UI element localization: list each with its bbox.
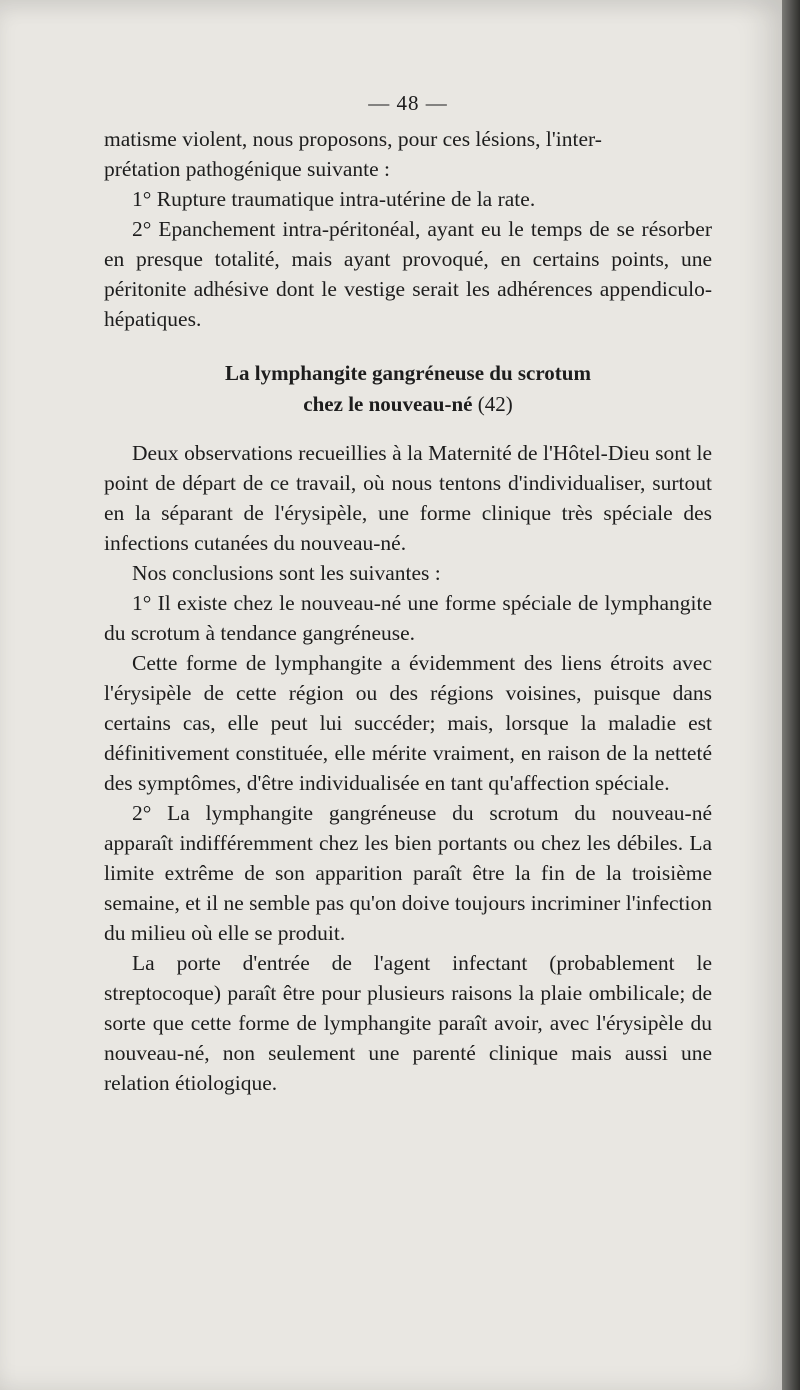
heading-reference: (42): [477, 392, 513, 416]
top-paragraph: [104, 124, 712, 184]
paragraph-conclusion-2: 2° La lymphangite gangréneuse du scrotum du nouveau-né apparaît indifféremment chez les bien portants ou chez les débiles. La limite extrême de son apparition paraît être la fin de la troisième semaine, et il ne semble pas qu'on doive toujours incriminer l'infection du milieu où elle se produit.: [104, 801, 712, 945]
paragraph-conclusions: Nos conclusions sont les suivantes :: [132, 561, 441, 585]
paragraph-conclusion-3: La porte d'entrée de l'agent infectant (probablement le streptocoque) paraît être pour plusieurs raisons la plaie ombilicale; de sorte que cette forme de lymphangite paraît avoir, avec l'érysipèle du nouveau-né, non seulement une parenté clinique mais aussi une relation étiologique.: [104, 951, 712, 1095]
page-edge-shadow: [782, 0, 800, 1390]
heading-line-1: La lymphangite gangréneuse du scrotum: [225, 361, 591, 385]
point-2: 2° Epanchement intra-péritonéal, ayant eu le temps de se résorber en presque totalité, mais ayant provoqué, en certains points, une péritonite adhésive dont le vestige serait les adhérences appendiculo-hépatiques.: [104, 217, 712, 331]
paragraph-intro: Deux observations recueillies à la Maternité de l'Hôtel-Dieu sont le point de départ de ce travail, où nous tentons d'individualiser, surtout en la séparant de l'érysipèle, une forme clinique très spéciale des infections cutanées du nouveau-né.: [104, 441, 712, 555]
page-number: — 48 —: [368, 91, 448, 115]
point-1: 1° Rupture traumatique intra-utérine de la rate.: [132, 187, 536, 211]
section-heading: [104, 358, 712, 420]
page-text: [104, 88, 712, 1098]
heading-line-2: [104, 389, 712, 420]
heading-line-2-text: chez le nouveau-né: [303, 392, 473, 416]
top-line-2: prétation pathogénique suivante :: [104, 157, 390, 181]
top-line-1: matisme violent, nous proposons, pour ces lésions, l'inter-: [104, 127, 602, 151]
paragraph-conclusion-1b: Cette forme de lymphangite a évidemment des liens étroits avec l'érysipèle de cette région ou des régions voisines, puisque dans certains cas, elle peut lui succéder; mais, lorsque la maladie est définitivement constituée, elle mérite vraiment, en raison de la netteté des symptômes, d'être individualisée en tant qu'affection spéciale.: [104, 651, 712, 795]
paragraph-conclusion-1: 1° Il existe chez le nouveau-né une forme spéciale de lymphangite du scrotum à tendance gangréneuse.: [104, 591, 712, 645]
